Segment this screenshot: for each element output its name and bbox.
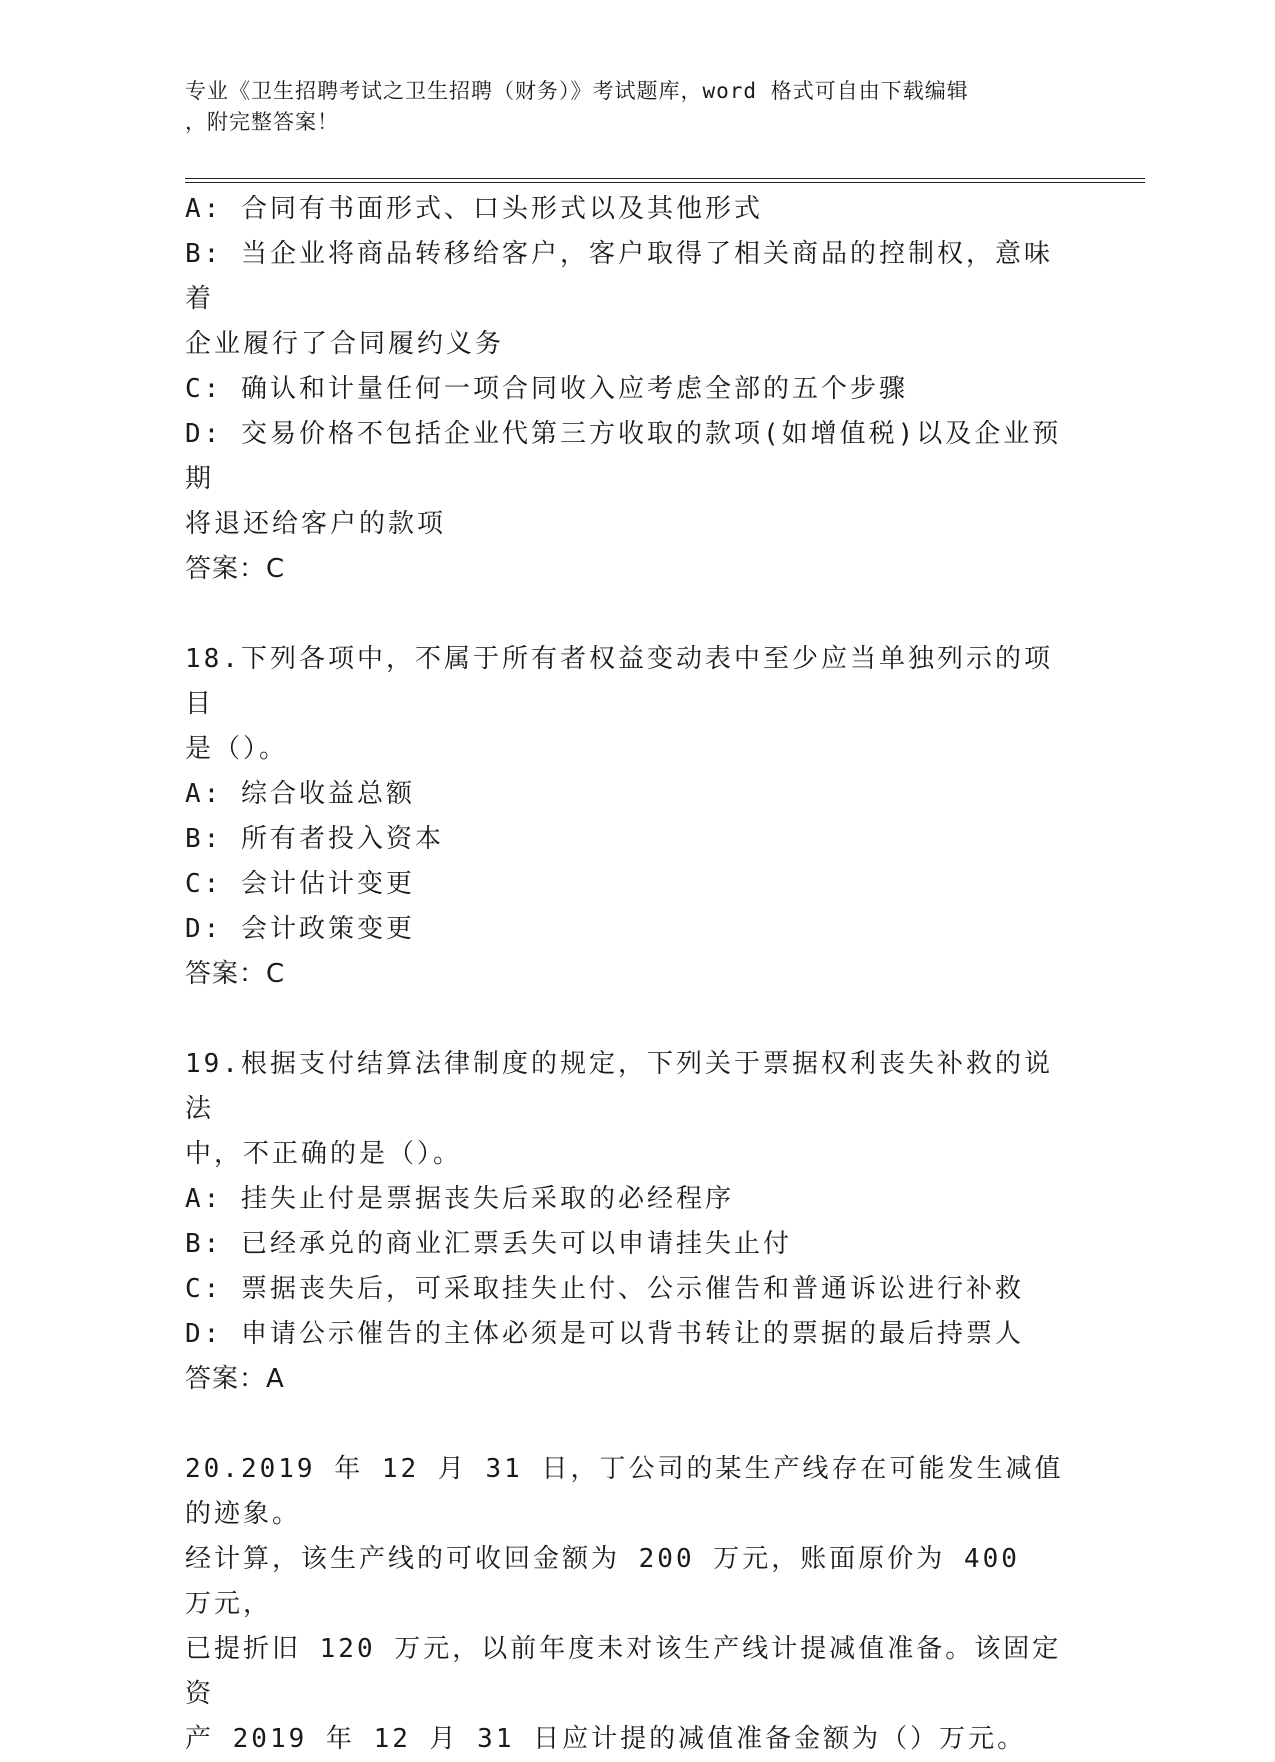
q18-stem-line-2: 是（）。 (185, 734, 289, 764)
question-list (185, 187, 1065, 1762)
q18-stem-line-1: 18.下列各项中，不属于所有者权益变动表中至少应当单独列示的项目 (185, 644, 1053, 719)
header-line-1: 专业《卫生招聘考试之卫生招聘（财务）》考试题库，word 格式可自由下载编辑 (185, 79, 969, 103)
q18-option-b: B: 所有者投入资本 (185, 824, 444, 854)
q17-option-b-line-1: B: 当企业将商品转移给客户，客户取得了相关商品的控制权，意味着 (185, 239, 1053, 314)
q18-option-d: D: 会计政策变更 (185, 914, 415, 944)
q19-answer: 答案：A (185, 1364, 285, 1394)
question-20 (185, 1447, 1065, 1762)
question-18 (185, 637, 1065, 997)
q19-option-a: A: 挂失止付是票据丧失后采取的必经程序 (185, 1184, 734, 1214)
q19-option-c: C: 票据丧失后，可采取挂失止付、公示催告和普通诉讼进行补救 (185, 1274, 1024, 1304)
spacer (185, 1402, 1065, 1447)
q17-option-b-line-2: 企业履行了合同履约义务 (185, 329, 505, 359)
q20-stem-line-1: 20.2019 年 12 月 31 日，丁公司的某生产线存在可能发生减值的迹象。 (185, 1454, 1064, 1529)
q17-option-c: C: 确认和计量任何一项合同收入应考虑全部的五个步骤 (185, 374, 908, 404)
q19-option-d: D: 申请公示催告的主体必须是可以背书转让的票据的最后持票人 (185, 1319, 1024, 1349)
q20-stem-line-4: 产 2019 年 12 月 31 日应计提的减值准备金额为（）万元。 (185, 1724, 1027, 1754)
question-17 (185, 187, 1065, 592)
spacer (185, 997, 1065, 1042)
document-header (185, 76, 1055, 138)
q17-option-d-line-1: D: 交易价格不包括企业代第三方收取的款项(如增值税)以及企业预期 (185, 419, 1062, 494)
q17-answer: 答案：C (185, 554, 286, 584)
q18-option-c: C: 会计估计变更 (185, 869, 415, 899)
header-line-2: ，附完整答案！ (185, 110, 339, 134)
q17-option-a: A: 合同有书面形式、口头形式以及其他形式 (185, 194, 763, 224)
q18-option-a: A: 综合收益总额 (185, 779, 415, 809)
q17-option-d-line-2: 将退还给客户的款项 (185, 509, 447, 539)
q20-stem-line-3: 已提折旧 120 万元，以前年度未对该生产线计提减值准备。该固定资 (185, 1634, 1062, 1709)
q19-stem-line-1: 19.根据支付结算法律制度的规定，下列关于票据权利丧失补救的说法 (185, 1049, 1053, 1124)
q18-answer: 答案：C (185, 959, 286, 989)
q19-option-b: B: 已经承兑的商业汇票丢失可以申请挂失止付 (185, 1229, 792, 1259)
spacer (185, 592, 1065, 637)
question-19 (185, 1042, 1065, 1402)
q19-stem-line-2: 中，不正确的是（）。 (185, 1139, 463, 1169)
header-divider (185, 178, 1145, 183)
q20-stem-line-2: 经计算，该生产线的可收回金额为 200 万元，账面原价为 400 万元， (185, 1544, 1039, 1619)
